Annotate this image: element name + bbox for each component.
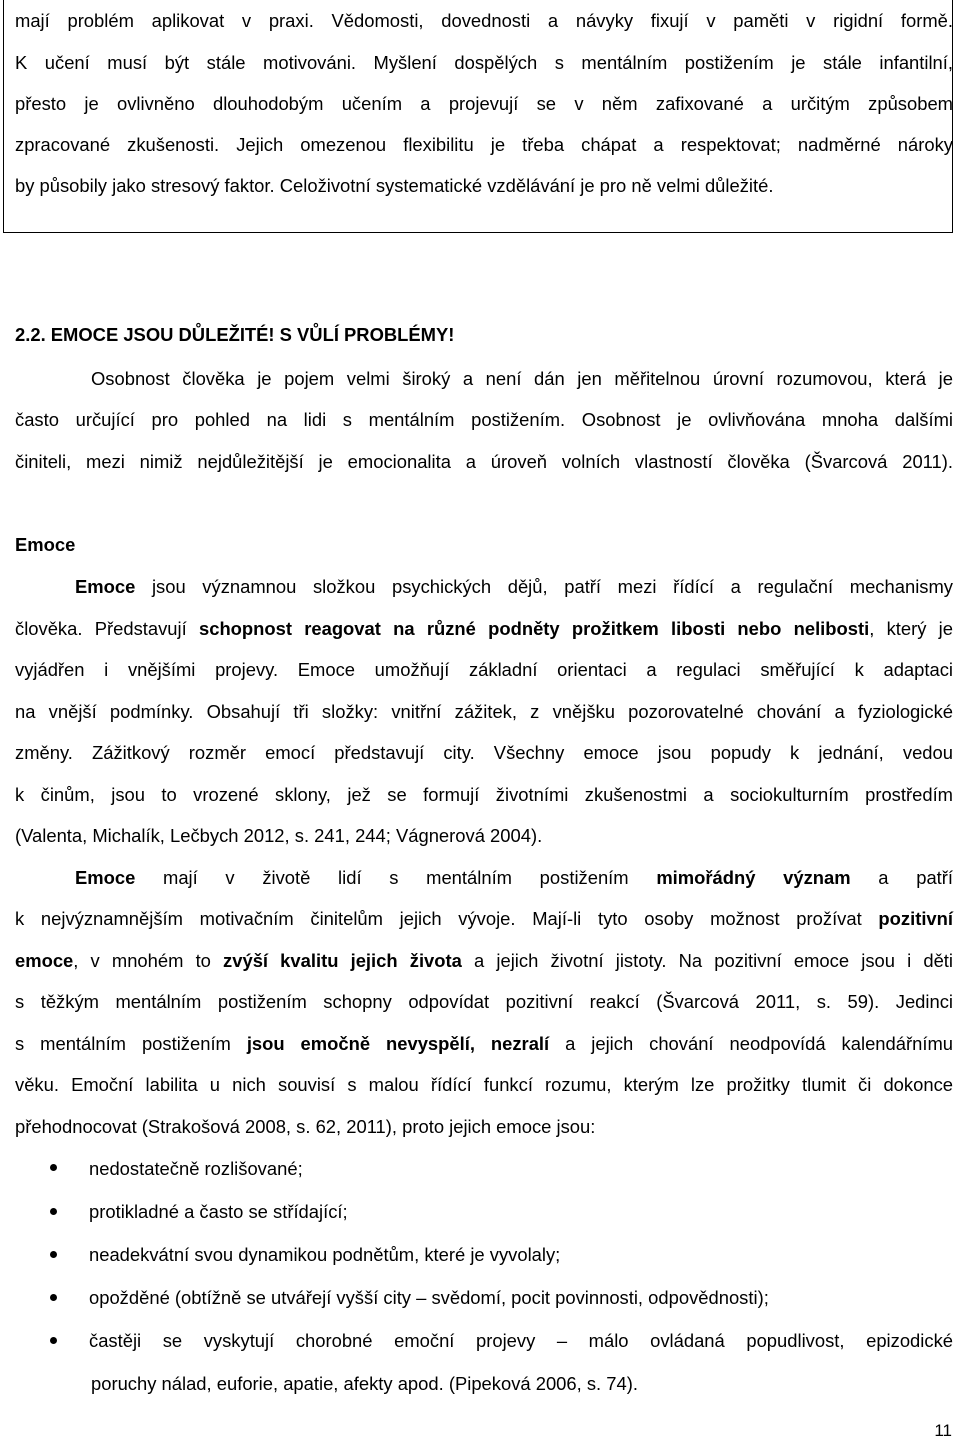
section-heading: 2.2. EMOCE JSOU DŮLEŽITÉ! S VŮLÍ PROBLÉMY! bbox=[15, 324, 455, 345]
paragraph-line: s mentálním postižením jsou emočně nevyspělí, nezralí a jejich chování neodpovídá kalendářnímu bbox=[15, 1033, 953, 1054]
box-line: by působily jako stresový faktor. Celoživotní systematické vzdělávání je pro ně velmi důležité. bbox=[15, 175, 774, 196]
bold-phrase: schopnost reagovat na různé podněty prožitkem libosti nebo nelibosti bbox=[198, 618, 870, 639]
bold-term: pozitivní bbox=[878, 908, 953, 929]
bullet-icon bbox=[50, 1164, 57, 1171]
box-line: mají problém aplikovat v praxi. Vědomosti, dovednosti a návyky fixují v paměti v rigidní formě. bbox=[15, 10, 953, 31]
paragraph-line: Emoce jsou významnou složkou psychických dějů, patří mezi řídící a regulační mechanismy bbox=[75, 576, 953, 597]
bold-phrase: zvýší kvalitu jejich života bbox=[223, 950, 462, 971]
bullet-item: neadekvátní svou dynamikou podnětům, které je vyvolaly; bbox=[89, 1244, 561, 1265]
bold-phrase: jsou emočně nevyspělí, nezralí bbox=[246, 1033, 550, 1054]
bullet-item: nedostatečně rozlišované; bbox=[89, 1158, 303, 1179]
bold-phrase: mimořádný význam bbox=[656, 867, 851, 888]
bold-term: emoce bbox=[15, 950, 74, 971]
subheading: Emoce bbox=[15, 534, 76, 555]
text-box-frame bbox=[3, 0, 953, 233]
paragraph-line: věku. Emoční labilita u nich souvisí s malou řídící funkcí rozumu, kterým lze prožitky tlumit či dokonce bbox=[15, 1074, 953, 1095]
bullet-continuation: poruchy nálad, euforie, apatie, afekty apod. (Pipeková 2006, s. 74). bbox=[91, 1373, 638, 1394]
paragraph-line: s těžkým mentálním postižením schopny odpovídat pozitivní reakcí (Švarcová 2011, s. 59). Jedinci bbox=[15, 991, 953, 1012]
box-line: přesto je ovlivněno dlouhodobým učením a projevují se v něm zafixované a určitým způsobem bbox=[15, 93, 953, 114]
paragraph-line: přehodnocovat (Strakošová 2008, s. 62, 2011), proto jejich emoce jsou: bbox=[15, 1116, 596, 1137]
paragraph-line: Osobnost člověka je pojem velmi široký a není dán jen měřitelnou úrovní rozumovou, která je bbox=[91, 368, 953, 389]
paragraph-line: k činům, jsou to vrozené sklony, jež se formují životními zkušenostmi a sociokulturním prostředím bbox=[15, 784, 953, 805]
paragraph-line: (Valenta, Michalík, Lečbych 2012, s. 241, 244; Vágnerová 2004). bbox=[15, 825, 543, 846]
paragraph-line: Emoce mají v životě lidí s mentálním postižením mimořádný význam a patří bbox=[75, 867, 954, 888]
bold-term: Emoce bbox=[75, 576, 136, 597]
bullet-icon bbox=[50, 1337, 57, 1344]
paragraph-line: emoce, v mnohém to zvýší kvalitu jejich života a jejich životní jistoty. Na pozitivní emoce jsou i děti bbox=[15, 950, 953, 971]
paragraph-line: často určující pro pohled na lidi s mentálním postižením. Osobnost je ovlivňována mnoha dalšími bbox=[15, 409, 953, 430]
bold-term: Emoce bbox=[75, 867, 136, 888]
box-line: K učení musí být stále motivováni. Myšlení dospělých s mentálním postižením je stále infantilní, bbox=[15, 52, 953, 73]
box-line: zpracované zkušenosti. Jejich omezenou flexibilitu je třeba chápat a respektovat; nadměrné nároky bbox=[15, 134, 953, 155]
bullet-icon bbox=[50, 1208, 57, 1215]
bullet-item: protikladné a často se střídající; bbox=[89, 1201, 348, 1222]
bullet-item: častěji se vyskytují chorobné emoční projevy – málo ovládaná popudlivost, epizodické bbox=[89, 1330, 953, 1351]
paragraph-line: změny. Zážitkový rozměr emocí představují city. Všechny emoce jsou popudy k jednání, vedou bbox=[15, 742, 953, 763]
bullet-item: opožděné (obtížně se utvářejí vyšší city – svědomí, pocit povinnosti, odpovědnosti); bbox=[89, 1287, 769, 1308]
paragraph-line: člověka. Představují schopnost reagovat na různé podněty prožitkem libosti nebo nelibosti, který je bbox=[15, 618, 954, 639]
paragraph-line: vyjádřen i vnějšími projevy. Emoce umožňují základní orientaci a regulaci směřující k adaptaci bbox=[15, 659, 953, 680]
bullet-icon bbox=[50, 1251, 57, 1258]
bullet-icon bbox=[50, 1294, 57, 1301]
page-number: 11 bbox=[934, 1421, 952, 1440]
paragraph-line: činiteli, mezi nimiž nejdůležitější je emocionalita a úroveň volních vlastností člověka (Švarcová 2011). bbox=[15, 451, 953, 472]
paragraph-line: k nejvýznamnějším motivačním činitelům jejich vývoje. Mají-li tyto osoby možnost prožívat pozitivní bbox=[15, 908, 953, 929]
paragraph-line: na vnější podmínky. Obsahují tři složky: vnitřní zážitek, z vnějšku pozorovatelné chování a fyziologické bbox=[15, 701, 953, 722]
